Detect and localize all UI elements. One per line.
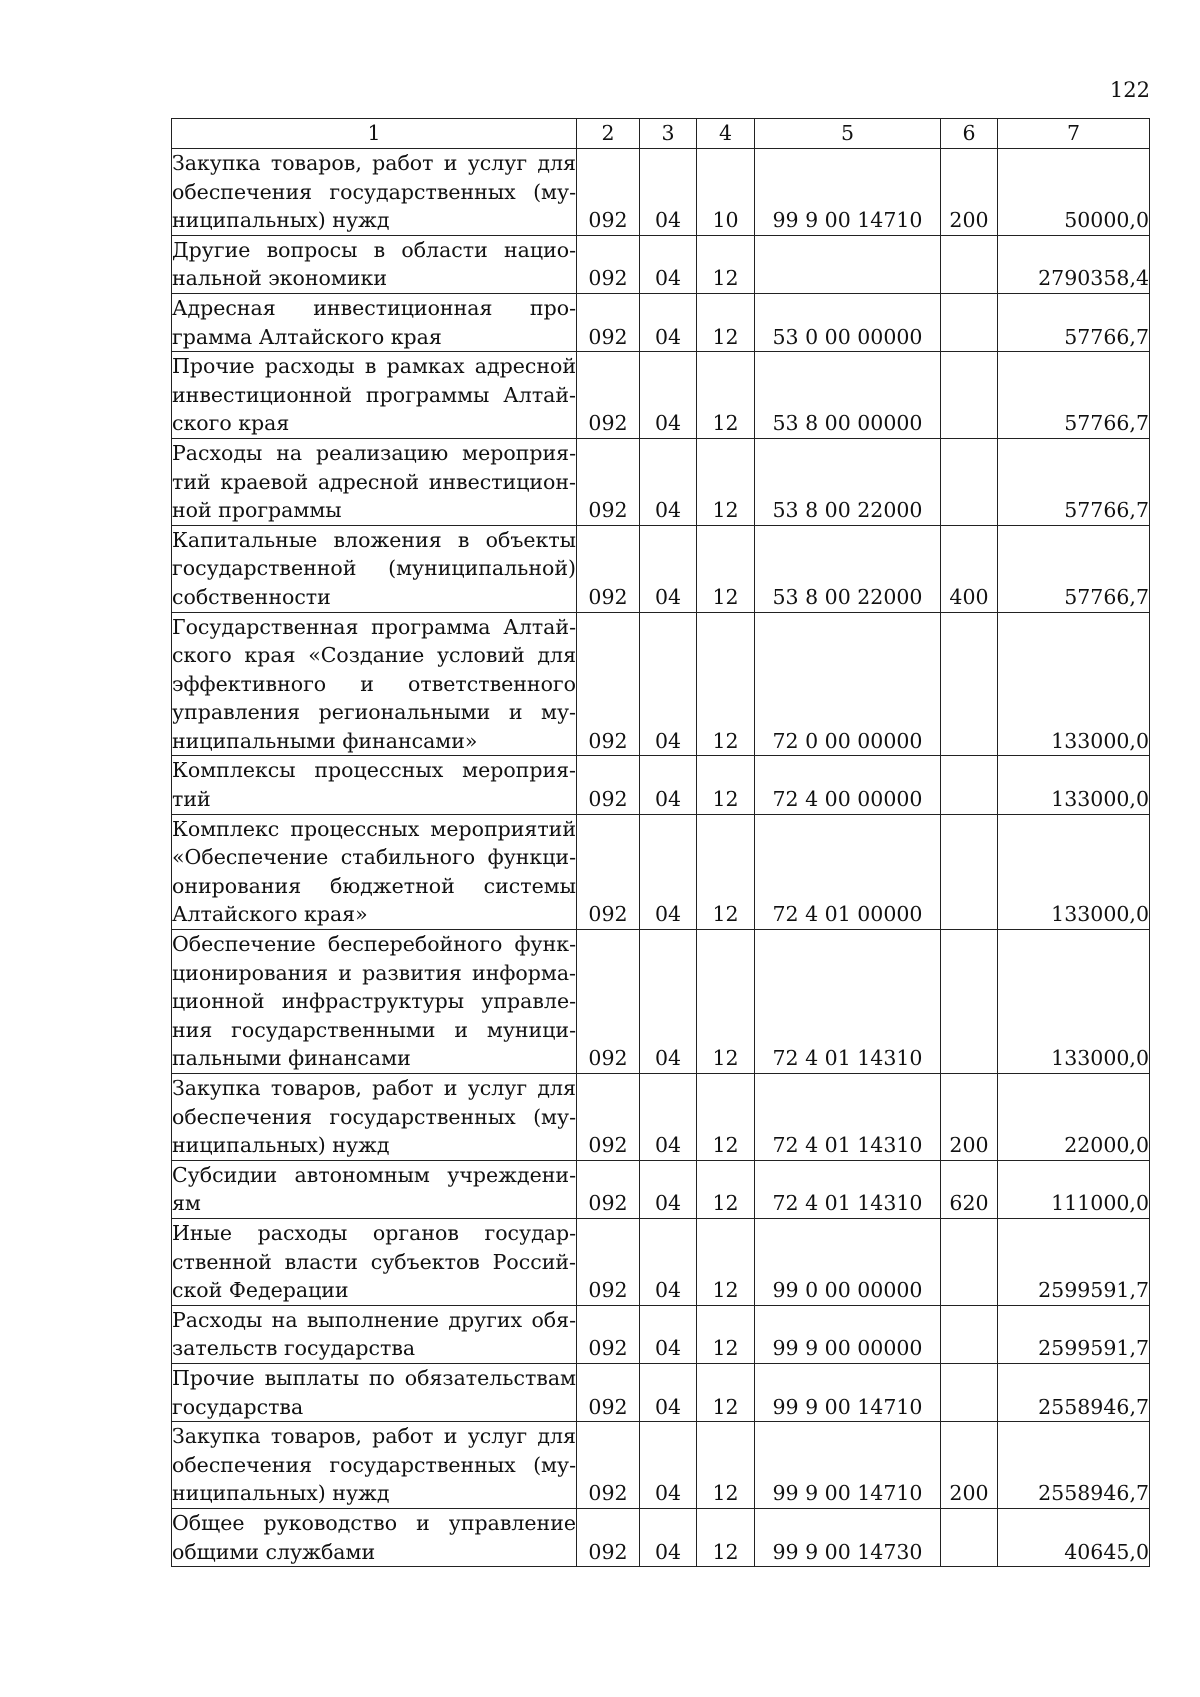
expense-type-cell [941,1218,998,1305]
admin-code-cell: 092 [577,1508,640,1566]
expense-type-cell [941,1305,998,1363]
admin-code-cell: 092 [577,352,640,439]
expense-type-cell: 620 [941,1160,998,1218]
section-cell: 04 [640,814,697,929]
target-article-cell: 72 4 01 14310 [755,1160,941,1218]
amount-cell: 22000,0 [998,1074,1150,1161]
admin-code-cell: 092 [577,756,640,814]
table-row [172,525,1150,612]
target-article-cell: 99 9 00 00000 [755,1305,941,1363]
subsection-cell: 12 [697,1422,755,1509]
row-name-cell: Государственная программа Алтай-ского края «Создание условий для эффективного и ответственного управления региональными и му-ниципальными финансами» [172,612,577,756]
admin-code-cell: 092 [577,149,640,236]
target-article-cell [755,235,941,293]
target-article-cell: 72 4 00 00000 [755,756,941,814]
amount-cell: 2599591,7 [998,1305,1150,1363]
amount-cell: 111000,0 [998,1160,1150,1218]
section-cell: 04 [640,235,697,293]
table-row [172,814,1150,929]
row-name-cell: Иные расходы органов государ-ственной власти субъектов Россий-ской Федерации [172,1218,577,1305]
section-cell: 04 [640,1160,697,1218]
target-article-cell: 99 9 00 14730 [755,1508,941,1566]
target-article-cell: 72 4 01 14310 [755,930,941,1074]
row-name-cell: Прочие выплаты по обязательствам государства [172,1363,577,1421]
row-name-cell: Адресная инвестиционная про-грамма Алтайского края [172,293,577,351]
subsection-cell: 12 [697,352,755,439]
expense-type-cell [941,438,998,525]
column-header-7: 7 [998,119,1150,149]
admin-code-cell: 092 [577,1305,640,1363]
admin-code-cell: 092 [577,525,640,612]
admin-code-cell: 092 [577,1363,640,1421]
table-row [172,930,1150,1074]
column-header-5: 5 [755,119,941,149]
target-article-cell: 72 4 01 14310 [755,1074,941,1161]
section-cell: 04 [640,1305,697,1363]
amount-cell: 57766,7 [998,352,1150,439]
target-article-cell: 72 0 00 00000 [755,612,941,756]
column-header-4: 4 [697,119,755,149]
row-name-cell: Другие вопросы в области нацио-нальной экономики [172,235,577,293]
expense-type-cell: 200 [941,149,998,236]
section-cell: 04 [640,1363,697,1421]
target-article-cell: 53 8 00 22000 [755,438,941,525]
amount-cell: 133000,0 [998,814,1150,929]
target-article-cell: 99 0 00 00000 [755,1218,941,1305]
subsection-cell: 12 [697,1218,755,1305]
table-row [172,1508,1150,1566]
subsection-cell: 12 [697,1508,755,1566]
expense-type-cell: 200 [941,1422,998,1509]
section-cell: 04 [640,438,697,525]
target-article-cell: 53 8 00 22000 [755,525,941,612]
table-row [172,1074,1150,1161]
section-cell: 04 [640,1508,697,1566]
subsection-cell: 12 [697,1363,755,1421]
section-cell: 04 [640,149,697,236]
amount-cell: 57766,7 [998,438,1150,525]
amount-cell: 40645,0 [998,1508,1150,1566]
amount-cell: 133000,0 [998,930,1150,1074]
row-name-cell: Комплекс процессных мероприятий «Обеспечение стабильного функци-онирования бюджетной системы Алтайского края» [172,814,577,929]
subsection-cell: 12 [697,1074,755,1161]
row-name-cell: Расходы на выполнение других обя-зательств государства [172,1305,577,1363]
admin-code-cell: 092 [577,612,640,756]
admin-code-cell: 092 [577,293,640,351]
row-name-cell: Закупка товаров, работ и услуг для обеспечения государственных (му-ниципальных) нужд [172,149,577,236]
row-name-cell: Капитальные вложения в объекты государственной (муниципальной) собственности [172,525,577,612]
table-row [172,1218,1150,1305]
subsection-cell: 12 [697,756,755,814]
table-row [172,1363,1150,1421]
target-article-cell: 53 8 00 00000 [755,352,941,439]
amount-cell: 50000,0 [998,149,1150,236]
admin-code-cell: 092 [577,930,640,1074]
section-cell: 04 [640,525,697,612]
table-row [172,1160,1150,1218]
row-name-cell: Прочие расходы в рамках адресной инвестиционной программы Алтай-ского края [172,352,577,439]
admin-code-cell: 092 [577,1074,640,1161]
section-cell: 04 [640,1422,697,1509]
column-header-2: 2 [577,119,640,149]
subsection-cell: 12 [697,1160,755,1218]
table-row [172,1422,1150,1509]
amount-cell: 57766,7 [998,293,1150,351]
expense-type-cell [941,930,998,1074]
expense-type-cell [941,352,998,439]
admin-code-cell: 092 [577,1218,640,1305]
table-row [172,612,1150,756]
amount-cell: 133000,0 [998,612,1150,756]
target-article-cell: 99 9 00 14710 [755,1422,941,1509]
section-cell: 04 [640,352,697,439]
admin-code-cell: 092 [577,1160,640,1218]
section-cell: 04 [640,1218,697,1305]
table-row [172,235,1150,293]
row-name-cell: Закупка товаров, работ и услуг для обеспечения государственных (му-ниципальных) нужд [172,1422,577,1509]
expense-type-cell [941,612,998,756]
admin-code-cell: 092 [577,235,640,293]
table-row [172,293,1150,351]
expense-type-cell [941,293,998,351]
section-cell: 04 [640,930,697,1074]
subsection-cell: 12 [697,930,755,1074]
section-cell: 04 [640,1074,697,1161]
table-header-row [172,119,1150,149]
expense-type-cell [941,1508,998,1566]
expense-type-cell [941,814,998,929]
subsection-cell: 12 [697,1305,755,1363]
admin-code-cell: 092 [577,1422,640,1509]
row-name-cell: Расходы на реализацию мероприя-тий краевой адресной инвестицион-ной программы [172,438,577,525]
section-cell: 04 [640,293,697,351]
expense-type-cell [941,756,998,814]
subsection-cell: 12 [697,814,755,929]
row-name-cell: Комплексы процессных мероприя-тий [172,756,577,814]
target-article-cell: 53 0 00 00000 [755,293,941,351]
column-header-3: 3 [640,119,697,149]
subsection-cell: 12 [697,525,755,612]
row-name-cell: Общее руководство и управление общими службами [172,1508,577,1566]
target-article-cell: 99 9 00 14710 [755,149,941,236]
subsection-cell: 12 [697,612,755,756]
budget-table [171,118,1150,1567]
admin-code-cell: 092 [577,438,640,525]
admin-code-cell: 092 [577,814,640,929]
section-cell: 04 [640,612,697,756]
amount-cell: 2558946,7 [998,1422,1150,1509]
table-row [172,438,1150,525]
amount-cell: 2790358,4 [998,235,1150,293]
section-cell: 04 [640,756,697,814]
expense-type-cell: 200 [941,1074,998,1161]
expense-type-cell [941,1363,998,1421]
target-article-cell: 72 4 01 00000 [755,814,941,929]
page-number: 122 [1109,78,1150,102]
subsection-cell: 10 [697,149,755,236]
amount-cell: 57766,7 [998,525,1150,612]
subsection-cell: 12 [697,235,755,293]
row-name-cell: Обеспечение бесперебойного функ-ционирования и развития информа-ционной инфраструктуры управле-ния государственными и муници-пальными финансами [172,930,577,1074]
row-name-cell: Закупка товаров, работ и услуг для обеспечения государственных (му-ниципальных) нужд [172,1074,577,1161]
column-header-6: 6 [941,119,998,149]
target-article-cell: 99 9 00 14710 [755,1363,941,1421]
expense-type-cell [941,235,998,293]
expense-type-cell: 400 [941,525,998,612]
amount-cell: 133000,0 [998,756,1150,814]
table-row [172,352,1150,439]
column-header-1: 1 [172,119,577,149]
amount-cell: 2599591,7 [998,1218,1150,1305]
table-row [172,756,1150,814]
table-row [172,149,1150,236]
row-name-cell: Субсидии автономным учреждени-ям [172,1160,577,1218]
subsection-cell: 12 [697,293,755,351]
amount-cell: 2558946,7 [998,1363,1150,1421]
subsection-cell: 12 [697,438,755,525]
table-row [172,1305,1150,1363]
